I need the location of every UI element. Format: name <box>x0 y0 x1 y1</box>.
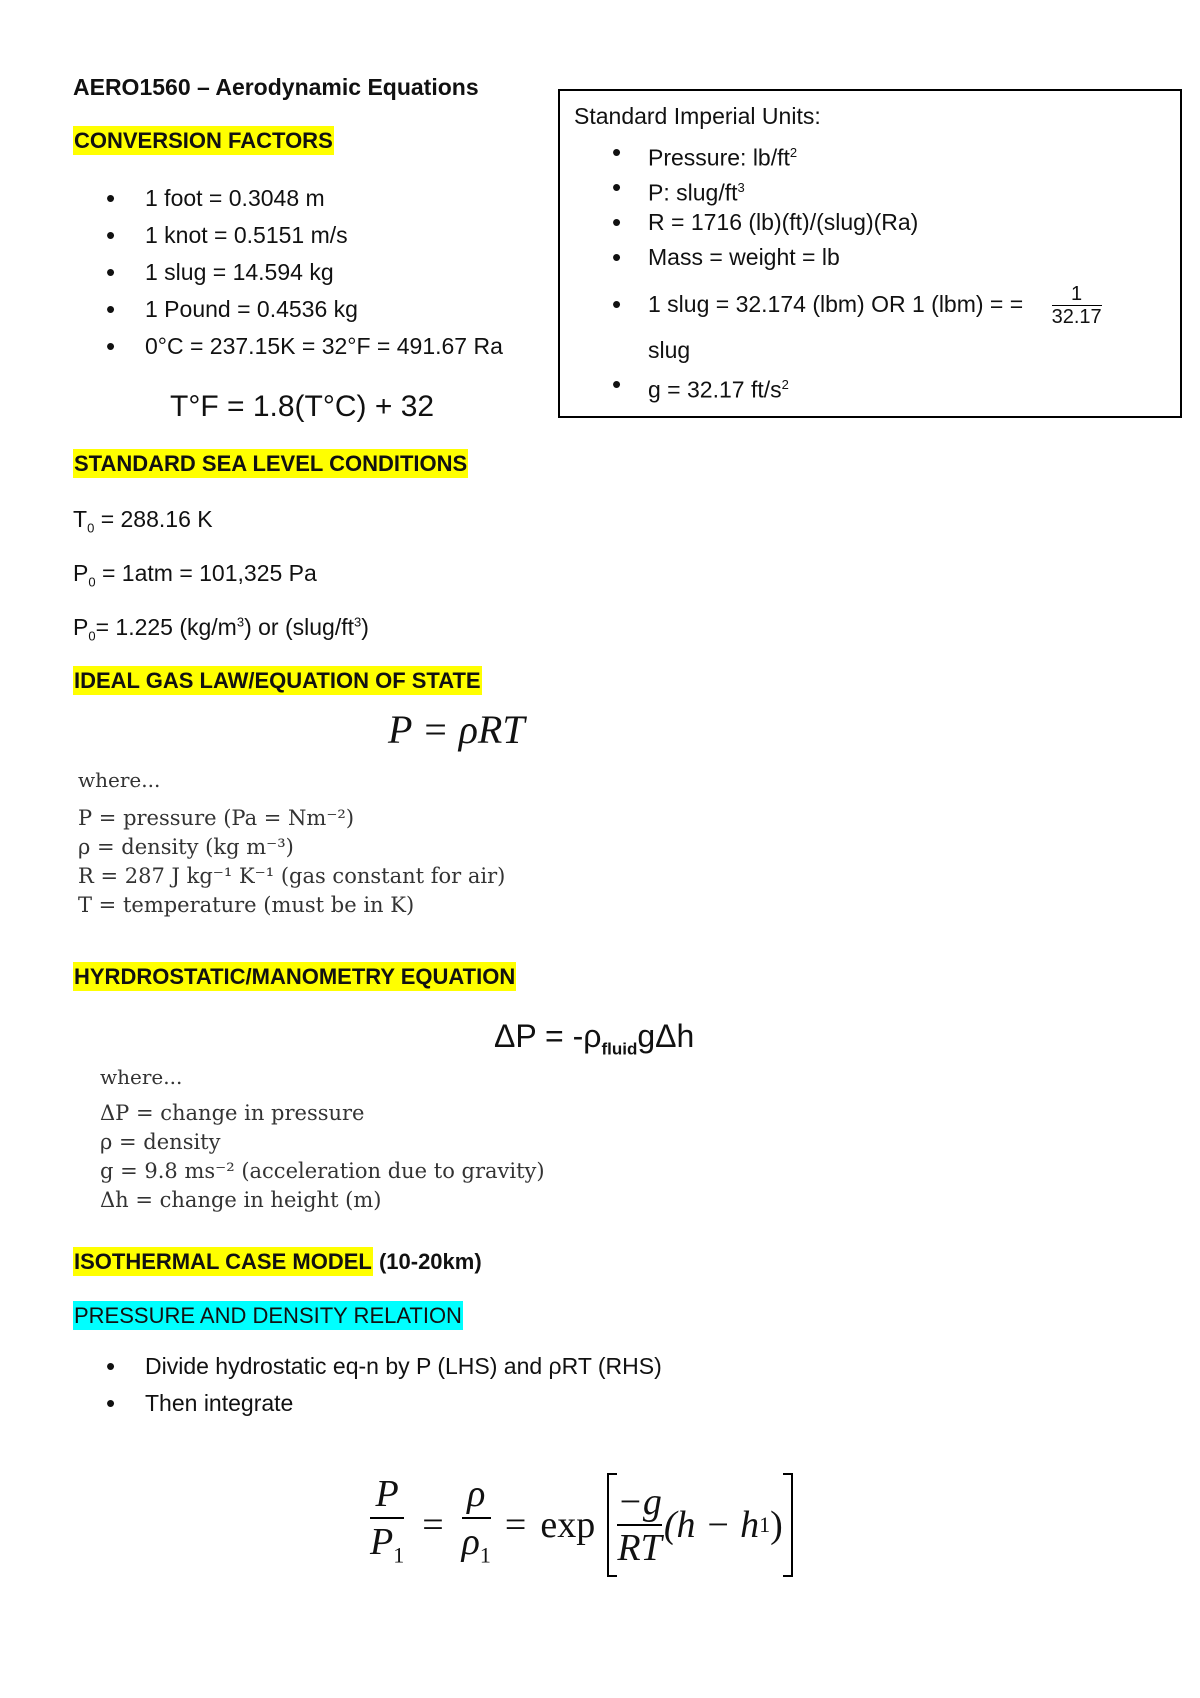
slug-word: slug <box>648 337 691 363</box>
conversion-heading-label: CONVERSION FACTORS <box>74 128 333 153</box>
list-item: • Pressure: $lb/ft^2$ <box>560 135 1180 170</box>
temperature-formula: T°F = 1.8(T°C) + 32 <box>170 390 435 423</box>
variable-line: Δh = change in height (m) <box>100 1188 382 1212</box>
variable-line: P = pressure (Pa = Nm⁻²) <box>78 806 355 830</box>
list-item: • g = 32.17 $ft/s^2$ <box>560 367 1180 402</box>
list-item: • 1 Pound = 0.4536 kg <box>73 291 503 328</box>
variable-line: ρ = density (kg m⁻³) <box>78 835 294 859</box>
ideal-gas-equation: P = ρRT <box>388 707 525 752</box>
ideal-gas-where: where... <box>78 768 161 792</box>
variable-line: T = temperature (must be in K) <box>78 893 415 917</box>
list-item: • Divide hydrostatic eq-n by P (LHS) and ρRT (RHS) <box>73 1348 662 1385</box>
list-item: • 1 slug = 14.594 kg <box>73 254 503 291</box>
list-item: • 0°C = 237.15K = 32°F = 491.67 Ra <box>73 328 503 365</box>
variable-line: R = 287 J kg⁻¹ K⁻¹ (gas constant for air) <box>78 864 506 888</box>
list-item: • 1 knot = 0.5151 m/s <box>73 217 503 254</box>
hydrostatic-heading: HYRDROSTATIC/MANOMETRY EQUATION <box>74 964 516 989</box>
list-item: • Mass = weight = lb <box>560 240 1180 275</box>
pressure-density-heading: PRESSURE AND DENSITY RELATION <box>74 1303 462 1328</box>
imperial-units-box <box>558 89 1182 418</box>
hydrostatic-where: where... <box>100 1065 183 1089</box>
list-item: • R = 1716 (lb)(ft)/(slug)(Ra) <box>560 205 1180 240</box>
sea-level-heading: STANDARD SEA LEVEL CONDITIONS <box>74 451 468 476</box>
list-item: • 1 foot = 0.3048 m <box>73 180 503 217</box>
hydrostatic-variables <box>100 1099 545 1215</box>
list-item: • P: slug/$ft^3$ <box>560 170 1180 205</box>
ideal-gas-variables <box>78 804 505 920</box>
isothermal-list <box>73 1348 662 1422</box>
imperial-heading: Standard Imperial Units: <box>574 103 821 129</box>
rho0-line: $P_0= 1.225$ $(kg/m^3)$ or $(slug/ft^3)$ <box>73 614 369 644</box>
list-item: • 1 slug = 32.174 (lbm) OR 1 (lbm) = = $\frac{1}{32.17}$ <box>560 275 1180 333</box>
isothermal-equation: $\frac{P}{P_1}$ = $\frac{\rho}{\rho_1}$ = exp $\frac{-g}{RT}$ (h − h 1 ) <box>370 1470 793 1580</box>
ideal-gas-heading: IDEAL GAS LAW/EQUATION OF STATE <box>74 668 481 693</box>
p0-line: $P_0 = 1atm = 101,325$ Pa <box>73 560 317 590</box>
imperial-list <box>560 135 1180 402</box>
variable-line: ρ = density <box>100 1130 221 1154</box>
t0-line: $T_0 = 288.16$ K <box>73 506 213 536</box>
page-title: AERO1560 – Aerodynamic Equations <box>73 74 479 100</box>
hydrostatic-equation: $\Delta P = -\rho_{fluid}g\Delta h$ <box>494 1018 695 1059</box>
isothermal-heading: ISOTHERMAL CASE MODEL (10-20km) <box>74 1249 482 1274</box>
conversion-heading <box>73 128 334 154</box>
slug-fraction: $\frac{1}{32.17}$ <box>1051 283 1102 329</box>
variable-line: ΔP = change in pressure <box>100 1101 365 1125</box>
variable-line: g = 9.8 ms⁻² (acceleration due to gravity) <box>100 1159 545 1183</box>
conversion-list <box>73 180 503 365</box>
list-item: • Then integrate <box>73 1385 662 1422</box>
